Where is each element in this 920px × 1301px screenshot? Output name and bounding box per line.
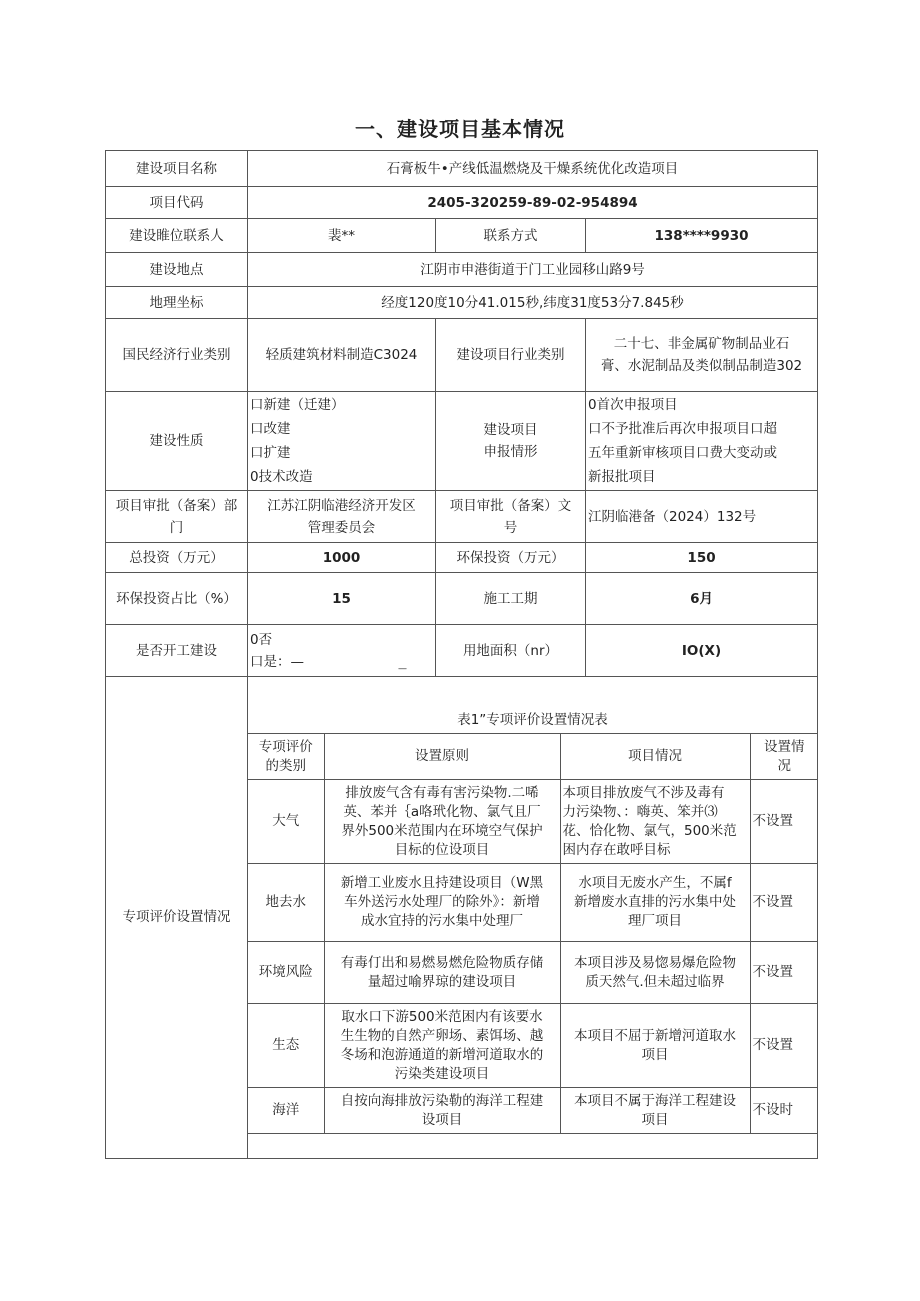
- approval-doc-label-line-1: 项目审批（备案）文: [449, 497, 572, 514]
- subtable-caption: 表1”专项评价设置情况表: [457, 712, 608, 728]
- header-setting: [750, 734, 818, 780]
- special-content: [248, 677, 818, 1159]
- principle-cell: [324, 1004, 560, 1088]
- principle-line: 冬场和泡游通道的新增河道取水的: [340, 1046, 544, 1063]
- situation-cell: [560, 942, 750, 1004]
- approval-dept-line-1: 江苏江阴临港经济开发区: [267, 497, 416, 514]
- land-area-label: 用地面积（nr）: [436, 625, 586, 677]
- nature-options: [248, 392, 436, 491]
- industry-label: 国民经济行业类别: [106, 319, 248, 392]
- situation-line: 本项目涉及易惚易爆危险物: [574, 954, 736, 971]
- started-yes: 口是：—: [250, 653, 304, 670]
- row-investment: [106, 543, 818, 573]
- row-coords: [106, 287, 818, 319]
- situation-cell: [560, 864, 750, 942]
- nature-label: 建设性质: [106, 392, 248, 491]
- started-options: [248, 625, 436, 677]
- project-name-label: 建设项目名称: [106, 151, 248, 187]
- row-project-name: [106, 151, 818, 187]
- header-setting-line-2: 况: [777, 757, 791, 774]
- table-row: [248, 1088, 818, 1134]
- principle-line: 车外送污水处理厂的除外》：新增: [344, 894, 540, 910]
- ratio-label: 环保投资占比（%）: [106, 573, 248, 625]
- row-nature: [106, 392, 818, 491]
- situation-cell: [560, 780, 750, 864]
- principle-line: 新增工业废水且持建设项目（W黑: [340, 875, 544, 891]
- started-mark: —: [398, 664, 407, 674]
- investment-value: 1000: [248, 543, 436, 573]
- location-value: 江阴市申港街道于门工业园移山路9号: [248, 253, 818, 287]
- project-code-label: 项目代码: [106, 187, 248, 219]
- principle-line: 设项目: [421, 1111, 463, 1128]
- approval-dept-label-line-1: 项目审批（备案）部: [115, 497, 238, 514]
- row-ratio: [106, 573, 818, 625]
- special-label: 专项评价设置情况: [106, 677, 248, 1159]
- approval-dept-value: [248, 491, 436, 543]
- project-code-value: 2405-320259-89-02-954894: [248, 187, 818, 219]
- header-setting-line-1: 设置情: [764, 738, 805, 755]
- setting-cell: 不设置: [750, 780, 818, 864]
- approval-dept-label-line-2: 门: [169, 519, 184, 536]
- ratio-value: 15: [248, 573, 436, 625]
- row-approval: [106, 491, 818, 543]
- situation-line: 新增废水直排的污水集中处: [574, 894, 736, 910]
- principle-line: 量超过喻界琼的建设项目: [367, 973, 517, 990]
- situation-line: 项目: [641, 1046, 669, 1063]
- table-row: [248, 942, 818, 1004]
- declare-line-2: 口不予批准后再次申报项目口超: [588, 421, 777, 437]
- header-category-line-1: 专项评价: [258, 738, 313, 755]
- situation-cell: [560, 1004, 750, 1088]
- declare-label-line-2: 申报情形: [483, 444, 538, 460]
- declare-label: [436, 392, 586, 491]
- setting-cell: 不设置: [750, 864, 818, 942]
- investment-label: 总投资（万元）: [106, 543, 248, 573]
- row-location: [106, 253, 818, 287]
- declare-line-4: 新报批项目: [588, 469, 656, 485]
- project-industry-line-1: 二十七、非金属矿物制品业石: [613, 336, 790, 352]
- period-label: 施工工期: [436, 573, 586, 625]
- category-cell: 大气: [248, 780, 324, 864]
- contact-method-value: 138****9930: [586, 219, 818, 253]
- principle-line: 界外500米范围内在环境空气保护: [341, 822, 543, 839]
- nature-option-new: 口新建（迁建）: [250, 397, 345, 413]
- principle-line: 生生物的自然产卵场、素饵场、越: [340, 1027, 544, 1044]
- project-industry-value: [586, 319, 818, 392]
- situation-line: 力污染物、：嗨英、笨并⑶: [562, 803, 718, 820]
- principle-line: 自按向海排放污染勒的海洋工程建: [340, 1092, 544, 1109]
- subtable-header-row: [248, 734, 818, 780]
- situation-line: 水项目无废水产生，不属f: [578, 875, 732, 891]
- project-name-value: 石膏板牛•产线低温燃烧及干燥系统优化改造项目: [248, 151, 818, 187]
- row-industry: [106, 319, 818, 392]
- location-label: 建设地点: [106, 253, 248, 287]
- principle-line: 成水宜持的污水集中处理厂: [361, 913, 523, 929]
- special-eval-table: [248, 733, 818, 1158]
- contact-value: 裴**: [248, 219, 436, 253]
- env-investment-label: 环保投资（万元）: [436, 543, 586, 573]
- setting-cell: 不设置: [750, 942, 818, 1004]
- header-category: [248, 734, 324, 780]
- project-industry-line-2: 膏、水泥制品及类似制品制造302: [600, 358, 803, 374]
- env-investment-value: 150: [586, 543, 818, 573]
- situation-line: 项目: [641, 1111, 669, 1128]
- principle-line: 取水口下游500米范困内有该要水: [341, 1008, 543, 1025]
- situation-line: 质天然气.但未超过临界: [585, 973, 725, 990]
- principle-cell: [324, 942, 560, 1004]
- header-category-line-2: 的类别: [265, 757, 306, 774]
- principle-line: 目标的位设项目: [394, 841, 490, 858]
- principle-line: 排放废气含有毒有害污染物.二唏: [345, 784, 539, 801]
- category-cell: 生态: [248, 1004, 324, 1088]
- row-project-code: [106, 187, 818, 219]
- row-contact: [106, 219, 818, 253]
- situation-line: 困内存在敢呼目标: [562, 841, 671, 858]
- contact-label: 建设睢位联系人: [106, 219, 248, 253]
- principle-line: 污染类建设项目: [394, 1065, 490, 1082]
- approval-doc-label-line-2: 号: [503, 519, 518, 536]
- table-row: [248, 780, 818, 864]
- principle-line: 英、苯并｛a咯玳化物、氯气且厂: [343, 803, 541, 820]
- principle-line: 有毒仃出和易燃易燃危险物质存储: [340, 954, 544, 971]
- declare-options: [586, 392, 818, 491]
- table-row-empty: [248, 1134, 818, 1158]
- situation-line: 理厂项目: [628, 913, 682, 929]
- approval-dept-line-2: 管理委员会: [307, 519, 376, 536]
- category-cell: 海洋: [248, 1088, 324, 1134]
- empty-cell: [248, 1134, 818, 1158]
- situation-cell: [560, 1088, 750, 1134]
- coords-value: 经度120度10分41.015秒,纬度31度53分7.845秒: [248, 287, 818, 319]
- started-label: 是否开工建设: [106, 625, 248, 677]
- header-principle: 设置原则: [324, 734, 560, 780]
- contact-method-label: 联系方式: [436, 219, 586, 253]
- declare-line-3: 五年重新审核项目口费大变动或: [588, 445, 777, 461]
- principle-cell: [324, 1088, 560, 1134]
- land-area-value: IO(X): [586, 625, 818, 677]
- declare-label-line-1: 建设项目: [483, 422, 538, 438]
- basic-info-table: [105, 150, 818, 1159]
- coords-label: 地理坐标: [106, 287, 248, 319]
- header-situation: 项目情况: [560, 734, 750, 780]
- page-title: 一、建设项目基本情况: [355, 117, 565, 141]
- industry-value: 轻质建筑材料制造C3024: [248, 319, 436, 392]
- situation-line: 花、恰化物、氯气，500米范: [562, 822, 737, 839]
- setting-cell: 不设时: [750, 1088, 818, 1134]
- declare-line-1: 0首次申报项目: [588, 397, 678, 413]
- approval-doc-value: 江阴临港备（2024）132号: [586, 491, 818, 543]
- project-industry-label: 建设项目行业类别: [436, 319, 586, 392]
- situation-line: 本项目不屈于新增河道取水: [574, 1027, 736, 1044]
- started-no: 0否: [250, 631, 273, 648]
- principle-cell: [324, 780, 560, 864]
- row-special: [106, 677, 818, 1159]
- table-row: [248, 864, 818, 942]
- table-row: [248, 1004, 818, 1088]
- period-value: 6月: [586, 573, 818, 625]
- category-cell: 环境风险: [248, 942, 324, 1004]
- category-cell: 地去水: [248, 864, 324, 942]
- situation-line: 本项目排放废气不涉及毒有: [562, 784, 725, 801]
- nature-option-tech: 0技术改造: [250, 469, 313, 485]
- approval-doc-label: [436, 491, 586, 543]
- nature-option-expand: 口扩建: [250, 445, 291, 461]
- setting-cell: 不设置: [750, 1004, 818, 1088]
- principle-cell: [324, 864, 560, 942]
- nature-option-rebuild: 口改建: [250, 421, 291, 437]
- situation-line: 本项目不属于海洋工程建设: [574, 1092, 736, 1109]
- row-started: [106, 625, 818, 677]
- approval-dept-label: [106, 491, 248, 543]
